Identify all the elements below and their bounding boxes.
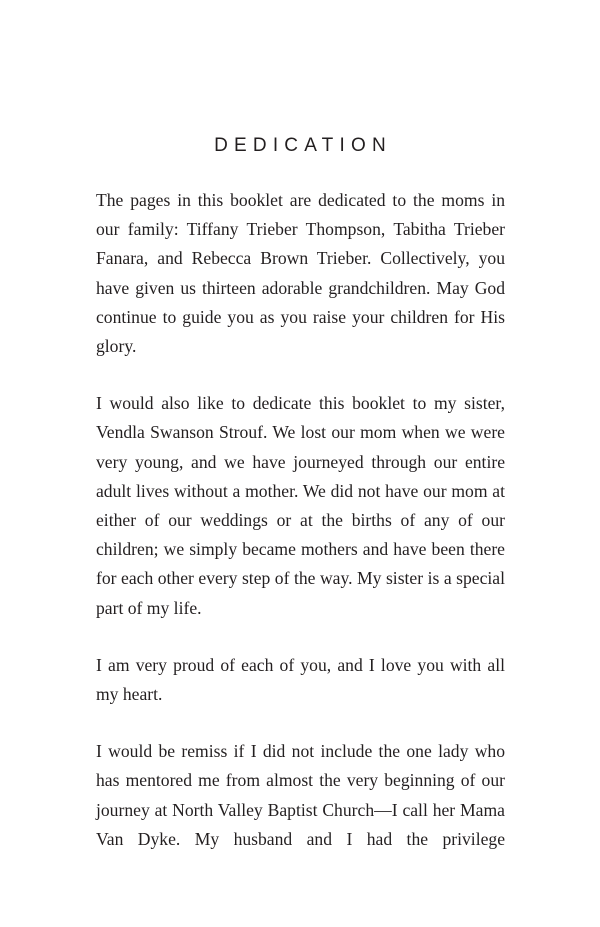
- paragraph-mentor: I would be remiss if I did not include the one lady who has mentored me from almost the very beginning of our journey at North Valley Baptist Church—I call her Mama Van Dyke. My husband and I had the privilege: [96, 741, 505, 849]
- paragraph-sister: I would also like to dedicate this booklet to my sister, Vendla Swanson Strouf. We lost our mom when we were very young, and we have journeyed through our entire adult lives without a mother. We did not have our mom at either of our weddings or at the births of any of our children; we simply became mothers and have been there for each other every step of the way. My sister is a special part of my life.: [96, 393, 505, 618]
- dedication-body: [96, 186, 505, 882]
- paragraph-moms: The pages in this booklet are dedicated to the moms in our family: Tiffany Trieber Thompson, Tabitha Trieber Fanara, and Rebecca Brown Trieber. Collectively, you have given us thirteen adorable grandchildren. May God continue to guide you as you raise your children for His glory.: [96, 190, 505, 357]
- page-title: DEDICATION: [214, 135, 392, 156]
- paragraph-pride: I am very proud of each of you, and I love you with all my heart.: [96, 654, 505, 705]
